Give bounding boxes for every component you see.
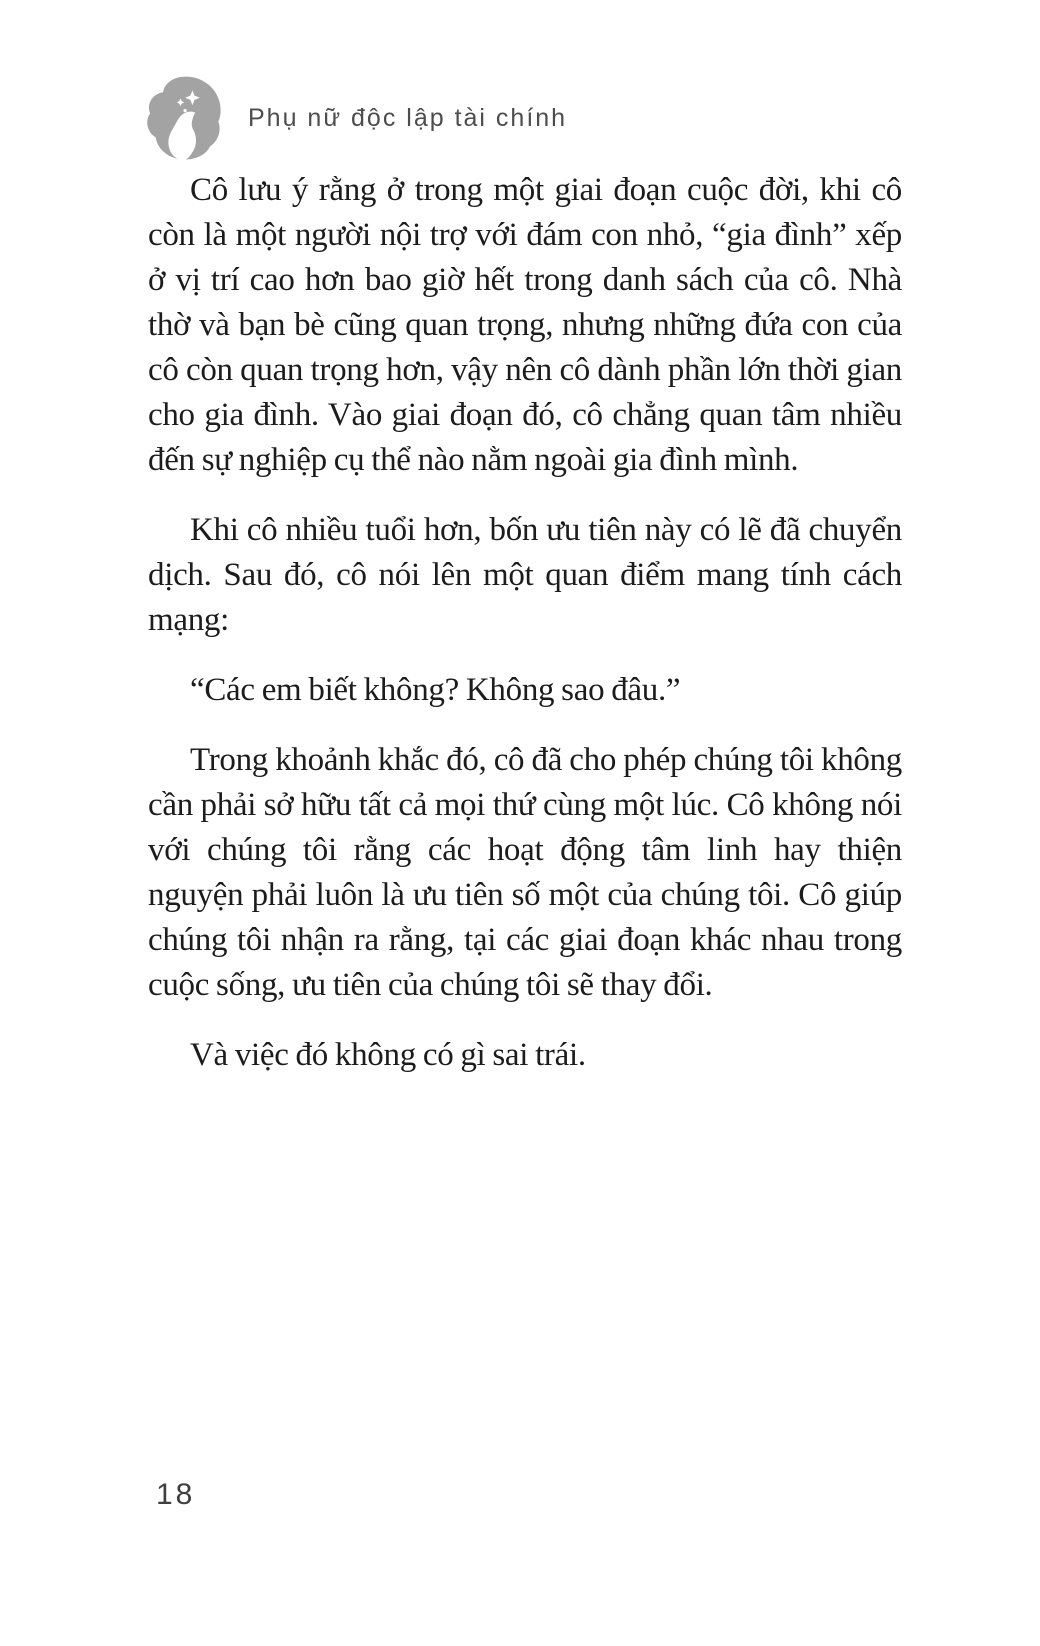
paragraph: Trong khoảnh khắc đó, cô đã cho phép chúng tôi không cần phải sở hữu tất cả mọi thứ cùng một lúc. Cô không nói với chúng tôi rằng các hoạt động tâm linh hay thiện nguyện phải luôn là ưu tiên số một của chúng tôi. Cô giúp chúng tôi nhận ra rằng, tại các giai đoạn khác nhau trong cuộc sống, ưu tiên của chúng tôi sẽ thay đổi. (148, 742, 902, 1003)
page-number: 18 (156, 1478, 196, 1511)
paragraph: Cô lưu ý rằng ở trong một giai đoạn cuộc đời, khi cô còn là một người nội trợ với đám con nhỏ, “gia đình” xếp ở vị trí cao hơn bao giờ hết trong danh sách của cô. Nhà thờ và bạn bè cũng quan trọng, nhưng những đứa con của cô còn quan trọng hơn, vậy nên cô dành phần lớn thời gian cho gia đình. Vào giai đoạn đó, cô chẳng quan tâm nhiều đến sự nghiệp cụ thể nào nằm ngoài gia đình mình. (148, 172, 902, 478)
woman-silhouette-logo-icon (140, 72, 232, 164)
paragraph: Khi cô nhiều tuổi hơn, bốn ưu tiên này có lẽ đã chuyển dịch. Sau đó, cô nói lên một quan điểm mang tính cách mạng: (148, 512, 902, 638)
body-text (148, 168, 902, 1103)
paragraph: “Các em biết không? Không sao đâu.” (190, 672, 681, 708)
page-header (140, 72, 567, 164)
paragraph: Và việc đó không có gì sai trái. (190, 1037, 586, 1073)
book-title: Phụ nữ độc lập tài chính (248, 103, 568, 132)
